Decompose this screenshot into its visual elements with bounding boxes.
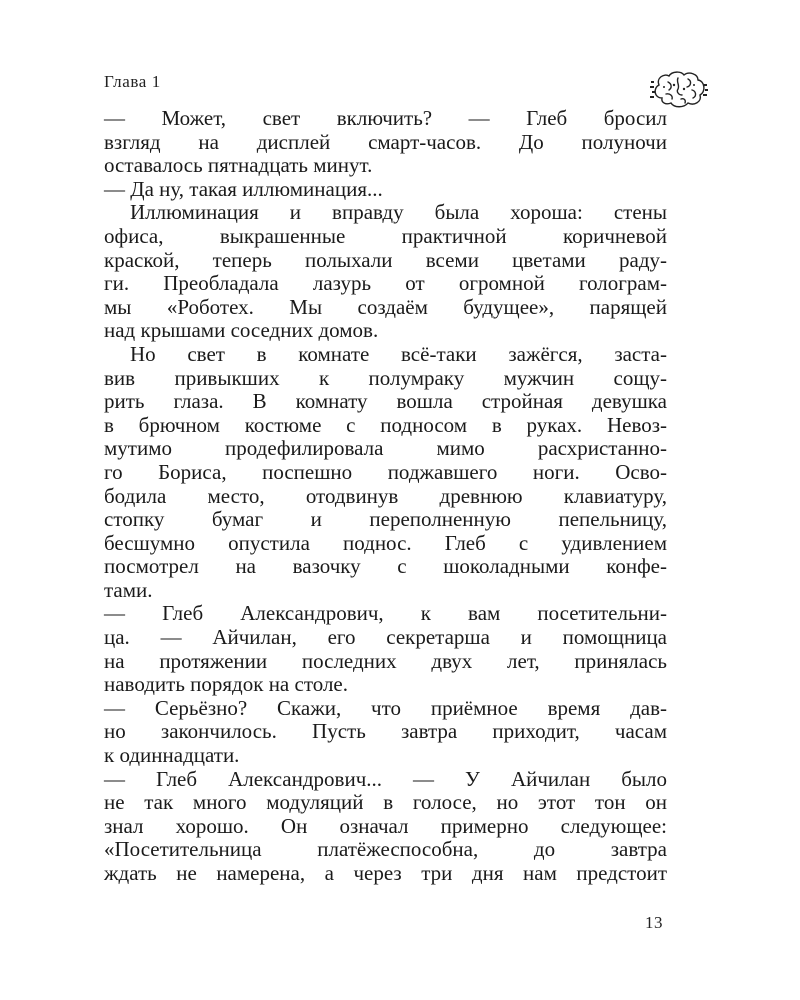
text-line: «Посетительница платёжеспособна, до завтра	[104, 837, 667, 862]
body-text	[104, 107, 667, 886]
text-line: над крышами соседних домов.	[104, 318, 379, 343]
text-line: мутимо продефилировала мимо расхристанно-	[104, 436, 667, 461]
text-line: ца. — Айчилан, его секретарша и помощница	[104, 625, 667, 650]
text-line: краской, теперь полыхали всеми цветами раду-	[104, 247, 667, 272]
text-line: — Да ну, такая иллюминация...	[104, 176, 383, 201]
text-line: взгляд на дисплей смарт-часов. До полуночи	[104, 129, 667, 154]
text-line: — Глеб Александрович... — У Айчилан было	[104, 766, 667, 791]
text-line: стопку бумаг и переполненную пепельницу,	[104, 507, 667, 532]
text-line: оставалось пятнадцать минут.	[104, 153, 373, 178]
text-line: на протяжении последних двух лет, принялась	[104, 648, 667, 673]
text-line: мы «Роботех. Мы создаём будущее», парящей	[104, 294, 667, 319]
text-line: Иллюминация и вправду была хороша: стены	[130, 200, 667, 225]
text-line: — Глеб Александрович, к вам посетительни-	[104, 601, 667, 626]
text-line: ждать не намерена, а через три дня нам предстоит	[104, 861, 667, 885]
text-line: ги. Преобладала лазурь от огромной голограм-	[104, 271, 667, 296]
text-line: бодила место, отодвинув древнюю клавиатуру,	[104, 483, 667, 508]
page-number: 13	[645, 913, 663, 932]
text-line: тами.	[104, 577, 153, 602]
text-line: го Бориса, поспешно поджавшего ноги. Осво-	[104, 459, 667, 484]
text-line: бесшумно опустила поднос. Глеб с удивлением	[104, 530, 667, 555]
text-line: к одиннадцати.	[104, 743, 240, 768]
text-line: наводить порядок на столе.	[104, 672, 348, 697]
text-line: рить глаза. В комнату вошла стройная девушка	[104, 389, 667, 414]
text-line: но закончилось. Пусть завтра приходит, часам	[104, 719, 667, 744]
text-line: посмотрел на вазочку с шоколадными конфе-	[104, 554, 667, 579]
text-line: Но свет в комнате всё-таки зажёгся, заста-	[130, 341, 667, 366]
text-line: — Серьёзно? Скажи, что приёмное время дав-	[104, 695, 667, 720]
text-line: вив привыкших к полумраку мужчин сощу-	[104, 365, 667, 390]
text-line: в брючном костюме с подносом в руках. Невоз-	[104, 412, 667, 437]
text-line: офиса, выкрашенные практичной коричневой	[104, 223, 667, 248]
brain-ornament-icon	[650, 68, 708, 110]
text-line: не так много модуляций в голосе, но этот тон он	[104, 790, 667, 815]
text-line: — Может, свет включить? — Глеб бросил	[104, 106, 667, 130]
text-line: знал хорошо. Он означал примерно следующее:	[104, 813, 667, 838]
chapter-header: Глава 1	[104, 72, 161, 91]
